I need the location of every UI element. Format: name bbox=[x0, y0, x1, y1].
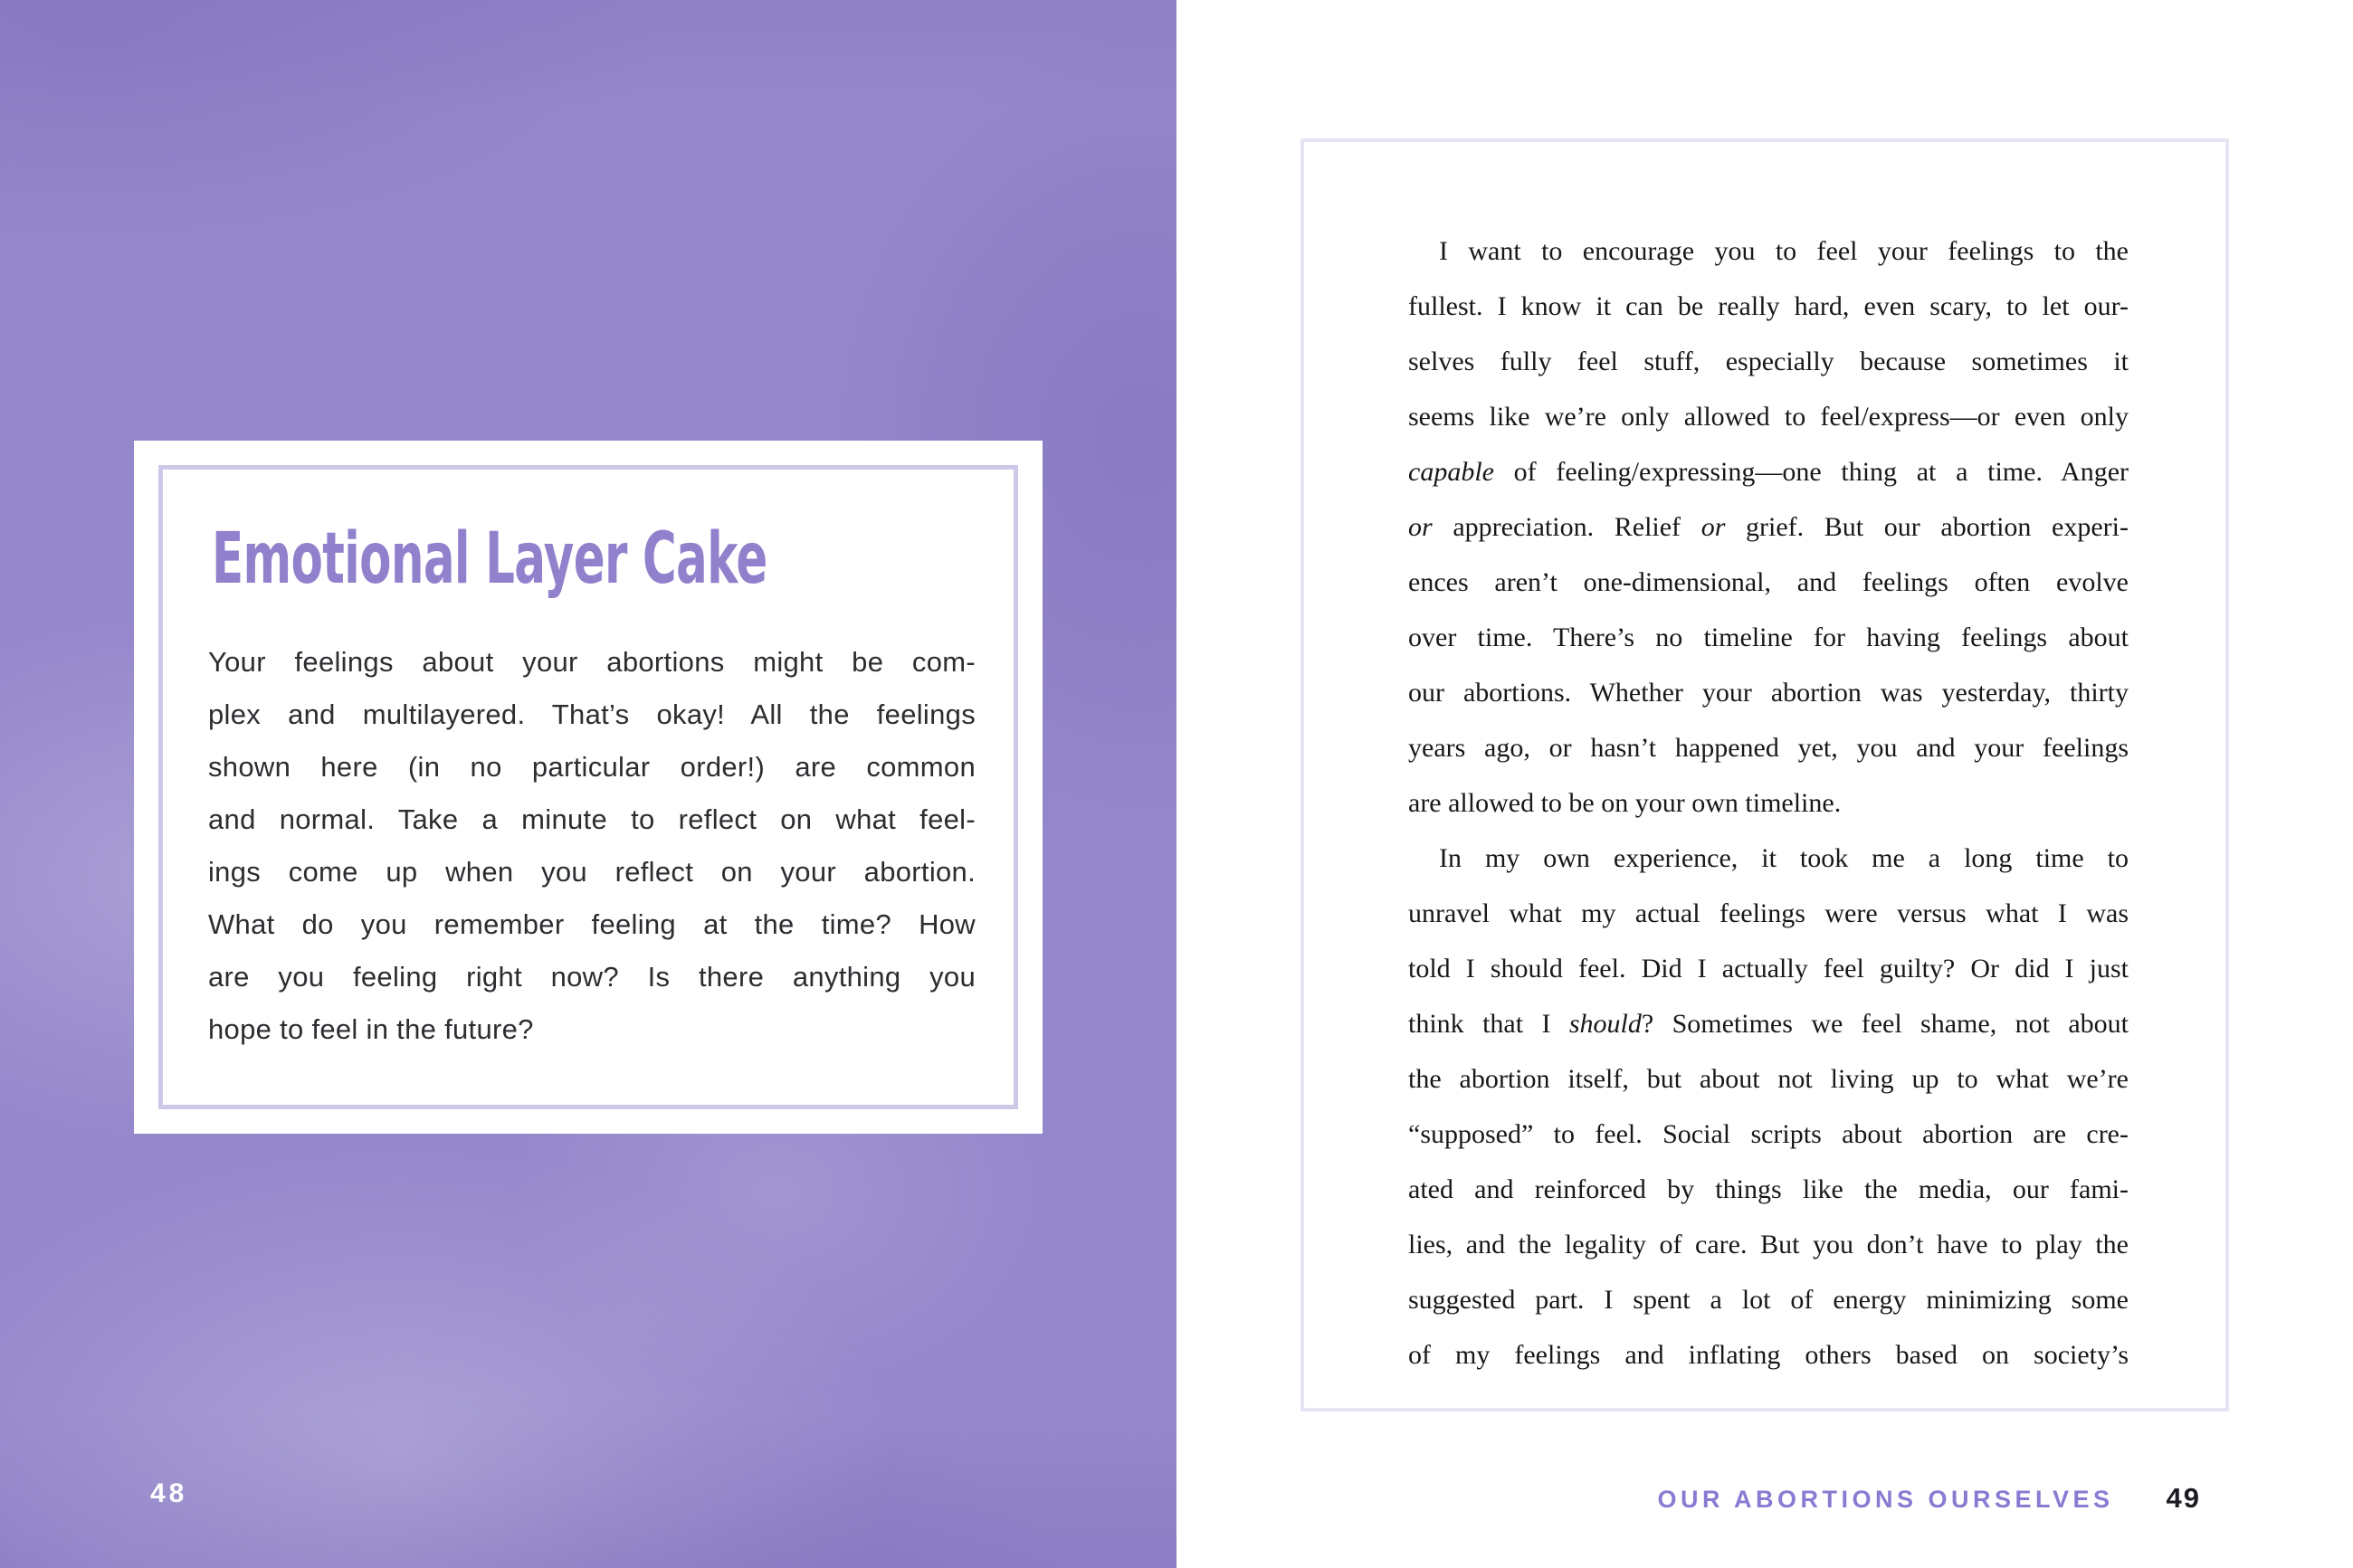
text-line: fullest. I know it can be really hard, even scary, to let our- bbox=[1408, 291, 2129, 321]
text-line: shown here (in no particular order!) are common bbox=[208, 751, 976, 783]
text-line: ences aren’t one-dimensional, and feelings often evolve bbox=[1408, 567, 2129, 597]
right-page bbox=[1176, 0, 2353, 1568]
text-line: What do you remember feeling at the time? How bbox=[208, 908, 976, 940]
text-line: the abortion itself, but about not living up to what we’re bbox=[1408, 1064, 2129, 1094]
callout-box bbox=[134, 441, 1043, 1134]
paragraph bbox=[208, 636, 976, 1056]
text-line: lies, and the legality of care. But you don’t have to play the bbox=[1408, 1230, 2129, 1259]
text-line: Your feelings about your abortions might be com- bbox=[208, 646, 976, 678]
text-line: I want to encourage you to feel your feelings to the bbox=[1439, 236, 2129, 266]
paragraph bbox=[1408, 223, 2129, 831]
page-number-left: 48 bbox=[150, 1478, 188, 1508]
text-line: seems like we’re only allowed to feel/express—or even only bbox=[1408, 402, 2129, 432]
text-line: hope to feel in the future? bbox=[208, 1013, 534, 1045]
running-title: OUR ABORTIONS OURSELVES bbox=[1657, 1486, 2114, 1513]
section-title: Emotional Layer Cake bbox=[212, 518, 767, 600]
text-line: think that I should? Sometimes we feel shame, not about bbox=[1408, 1009, 2129, 1039]
text-line: ated and reinforced by things like the media, our fami- bbox=[1408, 1174, 2129, 1204]
callout-body-text bbox=[208, 636, 976, 1056]
text-line: of my feelings and inflating others based on society’s bbox=[1408, 1340, 2129, 1370]
text-line: “supposed” to feel. Social scripts about abortion are cre- bbox=[1408, 1119, 2129, 1149]
text-line: unravel what my actual feelings were versus what I was bbox=[1408, 898, 2129, 928]
text-line: ings come up when you reflect on your abortion. bbox=[208, 856, 976, 888]
text-line: capable of feeling/expressing—one thing at a time. Anger bbox=[1408, 457, 2129, 487]
page-number-right: 49 bbox=[2166, 1482, 2201, 1514]
text-line: years ago, or hasn’t happened yet, you and your feelings bbox=[1408, 733, 2129, 763]
left-page bbox=[0, 0, 1176, 1568]
text-line: or appreciation. Relief or grief. But our abortion experi- bbox=[1408, 512, 2129, 542]
text-line: selves fully feel stuff, especially because sometimes it bbox=[1408, 347, 2129, 376]
text-line: suggested part. I spent a lot of energy minimizing some bbox=[1408, 1285, 2129, 1315]
text-line: plex and multilayered. That’s okay! All the feelings bbox=[208, 698, 976, 730]
text-line: our abortions. Whether your abortion was yesterday, thirty bbox=[1408, 678, 2129, 708]
body-text-box bbox=[1300, 138, 2229, 1411]
text-line: In my own experience, it took me a long time to bbox=[1439, 843, 2129, 873]
paragraph bbox=[1408, 831, 2129, 1383]
text-line: and normal. Take a minute to reflect on what feel- bbox=[208, 803, 976, 835]
text-line: are allowed to be on your own timeline. bbox=[1408, 788, 1842, 818]
footer bbox=[1657, 1482, 2201, 1515]
text-line: told I should feel. Did I actually feel guilty? Or did I just bbox=[1408, 954, 2129, 984]
text-line: over time. There’s no timeline for having feelings about bbox=[1408, 622, 2129, 652]
body-text bbox=[1408, 223, 2129, 1383]
callout-box-content bbox=[208, 518, 976, 1056]
text-line: are you feeling right now? Is there anything you bbox=[208, 961, 976, 993]
